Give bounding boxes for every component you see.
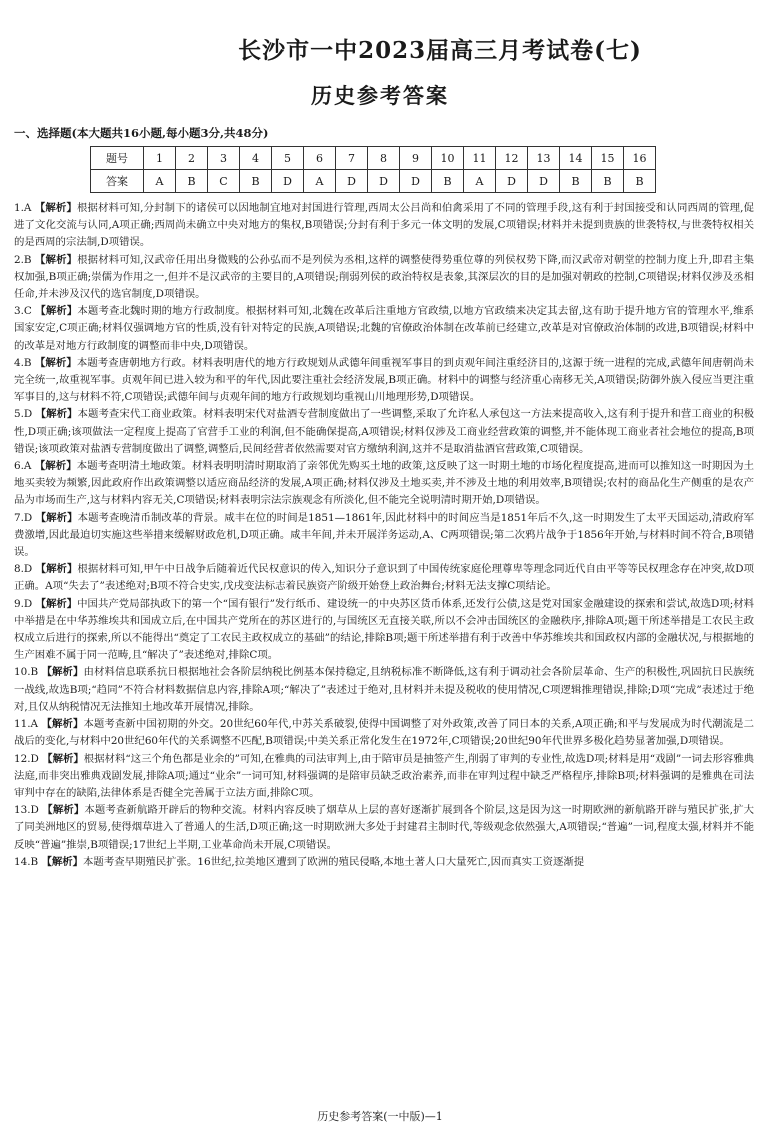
- answer-table: [90, 146, 656, 193]
- answer-row: [91, 170, 656, 193]
- item-number: 11.A: [14, 718, 39, 731]
- explanation-item: [14, 406, 754, 458]
- answer-cell: B: [560, 170, 592, 193]
- item-text: 根据材料可知,汉武帝任用出身微贱的公孙弘而不是列侯为丞相,这样的调整使得势重位尊的列侯权势下降,而汉武帝对朝堂的控制力度上升,即君主集权加强,B项正确;崇儒为作用之一,但并不是汉武帝的主要目的,A项错误;削弱列侯的政治特权是表象,其深层次的目的是加强对朝政的控制,C项错误;材料仅涉及丞相任命,并未涉及汉代的选官制度,D项错误。: [14, 253, 755, 301]
- question-number-cell: 13: [528, 147, 560, 170]
- question-number-cell: 2: [176, 147, 208, 170]
- explanation-item: [14, 458, 754, 510]
- item-text: 根据材料可知,分封制下的诸侯可以因地制宜地对封国进行管理,西周太公吕尚和伯禽采用了不同的管理手段,这有利于封国接受和认同西周的管理,促进了文化交流与认同,A项正确;西周尚未确立中央对地方的集权,B项错误;分封有利于多元一体文明的发展,C项错误;材料并未提到贵族的世袭特权,与世袭特权相关的是西周的宗法制,D项错误。: [14, 202, 754, 249]
- item-text: 本题考查明清土地政策。材料表明明清时期取消了亲邻优先购买土地的政策,这反映了这一时期土地的市场化程度提高,进而可以推知这一时期因为土地买卖较为频繁,因此政府作出政策调整以适应商品经济的发展,A项正确;材料仅涉及土地买卖,并不涉及土地的利用效率,B项错误;农村的商品化生产侧重的是农产品为市场而生产,这与材料内容无关,C项错误;材料表明宗法宗族观念有所淡化,但不能完全说明清时期开始,D项错误。: [14, 460, 754, 507]
- item-number: 4.B: [14, 356, 32, 369]
- question-number-cell: 8: [368, 147, 400, 170]
- explanation-item: [14, 252, 754, 304]
- question-number-cell: 16: [624, 147, 656, 170]
- explanation-item: [14, 716, 754, 750]
- explanation-item: [14, 802, 754, 854]
- item-text: 由材料信息联系抗日根据地社会各阶层纳税比例基本保持稳定,且纳税标准不断降低,这有利于调动社会各阶层革命、生产的积极性,巩固抗日民族统一战线,故选B项;“趋同”不符合材料数据信息内容,排除A项;“解决了”表述过于绝对,且材料并未提及税收的使用情况,C项逻辑推理错误,排除;D项“完成”表述过于绝对,且仅从纳税情况无法推知土地改革开展情况,排除。: [14, 666, 755, 713]
- question-number-cell: 14: [560, 147, 592, 170]
- analysis-label: 【解析】: [35, 563, 78, 576]
- question-number-cell: 7: [336, 147, 368, 170]
- answer-cell: A: [144, 170, 176, 193]
- item-number: 8.D: [14, 563, 33, 576]
- explanation-list: [14, 200, 754, 871]
- item-text: 本题考查晚清币制改革的背景。咸丰在位的时间是1851—1861年,因此材料中的时间应当是1851年后不久,这一时期发生了太平天国运动,清政府军费激增,因此最迫切实施这些举措来缓解财政危机,D项正确。咸丰年间,并未开展洋务运动,A、C两项错误;第二次鸦片战争于1856年开始,与材料时间不符合,B项错误。: [14, 511, 755, 559]
- explanation-item: [14, 510, 754, 562]
- question-number-cell: 15: [592, 147, 624, 170]
- explanation-item: [14, 200, 754, 252]
- explanation-item: [14, 854, 754, 871]
- answer-cell: B: [624, 170, 656, 193]
- explanation-item: [14, 303, 754, 355]
- analysis-label: 【解析】: [34, 356, 77, 369]
- analysis-label: 【解析】: [34, 202, 77, 214]
- answer-cell: B: [432, 170, 464, 193]
- explanation-item: [14, 355, 754, 407]
- question-number-cell: 1: [144, 147, 176, 170]
- question-number-cell: 3: [208, 147, 240, 170]
- question-number-cell: 11: [464, 147, 496, 170]
- question-number-cell: 4: [240, 147, 272, 170]
- analysis-label: 【解析】: [35, 408, 78, 421]
- question-number-cell: 9: [400, 147, 432, 170]
- item-number: 13.D: [14, 804, 39, 817]
- page-footer: 历史参考答案(一中版)—1: [317, 1110, 443, 1123]
- answer-cell: D: [400, 170, 432, 193]
- item-number: 5.D: [14, 408, 33, 421]
- answer-cell: D: [272, 170, 304, 193]
- item-text: 中国共产党局部执政下的第一个“国有银行”发行纸币、建设统一的中央苏区货币体系,还发行公债,这是党对国家金融建设的探索和尝试,故选D项;材料中举措是在中华苏维埃共和国成立后,在中国共产党所在的苏区进行的,与国统区无直接关联,所以不会冲击国统区的金融秩序,排除A项;题干所述举措是工农民主政权成立后进行的探索,所以不能得出“奠定了工农民主政权成立的基础”的结论,排除B项;题干所述举措有利于改善中华苏维埃共和国政权内部的金融状况,与根据地的生产困难不属于同一范畴,且“解决了”表述绝对,排除C项。: [14, 597, 755, 662]
- answer-cell: D: [496, 170, 528, 193]
- analysis-label: 【解析】: [42, 752, 84, 765]
- item-number: 7.D: [14, 511, 33, 524]
- question-number-cell: 12: [496, 147, 528, 170]
- answer-cell: B: [240, 170, 272, 193]
- item-text: 本题考查早期殖民扩张。16世纪,拉美地区遭到了欧洲的殖民侵略,本地土著人口大量死亡,因而真实工资逐渐提: [83, 855, 585, 868]
- question-number-cell: 5: [272, 147, 304, 170]
- item-text: 本题考查唐朝地方行政。材料表明唐代的地方行政规划从武德年间重视军事目的到贞观年间注重经济目的,这源于统一进程的完成,武德年间唐朝尚未完全统一,故重视军事。贞观年间已进入较为和平的年代,因此要注重社会经济发展,B项正确。材料中的调整与经济重心南移无关,A项错误;防御外族入侵应当更注重军事目的,这与材料不符,C项错误;武德年间与贞观年间的地方行政规划均重视山川地理形势,D项错误。: [14, 356, 754, 404]
- analysis-label: 【解析】: [34, 460, 77, 473]
- item-number: 12.D: [14, 752, 39, 765]
- question-number-row: [91, 147, 656, 170]
- question-number-header: 题号: [91, 147, 144, 170]
- question-number-cell: 6: [304, 147, 336, 170]
- item-text: 根据材料“这三个角色都是业余的”可知,在雅典的司法审判上,由于陪审员是抽签产生,削弱了审判的专业性,故选D项;材料是用“戏剧”一词去形容雅典法庭,而非突出雅典戏剧发展,排除A项;通过“业余”一词可知,材料强调的是陪审员缺乏政治素养,而非在审判过程中缺乏严格程序,排除B项;材料强调的是雅典在司法审判中存在的缺陷,法律体系是否健全完善属于立法方面,排除C项。: [14, 752, 754, 799]
- answer-cell: D: [528, 170, 560, 193]
- analysis-label: 【解析】: [41, 855, 84, 868]
- item-number: 6.A: [14, 460, 32, 473]
- analysis-label: 【解析】: [35, 253, 78, 266]
- item-number: 9.D: [14, 597, 33, 610]
- item-number: 3.C: [14, 305, 32, 318]
- item-number: 14.B: [14, 855, 39, 868]
- section-heading: 一、选择题(本大题共16小题,每小题3分,共48分): [14, 126, 269, 140]
- answer-cell: A: [464, 170, 496, 193]
- answer-cell: A: [304, 170, 336, 193]
- item-text: 本题考查新航路开辟后的物种交流。材料内容反映了烟草从上层的喜好逐渐扩展到各个阶层,这是因为这一时期欧洲的新航路开辟与殖民扩张,扩大了同美洲地区的贸易,使得烟草进入了普通人的生活,D项正确;这一时期欧洲大多处于封建君主制时代,等级观念依然强大,A项错误;“普遍”一词,程度太强,材料并不能反映“普遍”推崇,B项错误;17世纪上半期,工业革命尚未开展,C项错误。: [14, 804, 754, 851]
- explanation-item: [14, 561, 754, 595]
- explanation-item: [14, 664, 754, 716]
- analysis-label: 【解析】: [41, 718, 84, 731]
- answer-cell: B: [176, 170, 208, 193]
- item-number: 10.B: [14, 666, 39, 679]
- answer-header: 答案: [91, 170, 144, 193]
- item-number: 1.A: [14, 202, 32, 214]
- question-number-cell: 10: [432, 147, 464, 170]
- answer-cell: B: [592, 170, 624, 193]
- item-text: 根据材料可知,甲午中日战争后随着近代民权意识的传入,知识分子意识到了中国传统家庭伦理尊卑等理念同近代自由平等等民权理念存在冲突,故D项正确。A项“失去了”表述绝对;B项不符合史实,戊戌变法标志着民族资产阶级开始登上政治舞台;材料无法支撑C项结论。: [14, 563, 755, 593]
- analysis-label: 【解析】: [42, 804, 85, 817]
- analysis-label: 【解析】: [35, 305, 78, 318]
- answer-cell: D: [368, 170, 400, 193]
- analysis-label: 【解析】: [35, 597, 78, 610]
- analysis-label: 【解析】: [41, 666, 84, 679]
- page-subtitle: 历史参考答案: [311, 83, 449, 108]
- item-text: 本题考查北魏时期的地方行政制度。根据材料可知,北魏在改革后注重地方官政绩,以地方官政绩来决定其去留,这有助于提升地方官的管理水平,维系国家安定,C项正确;材料仅强调地方官的性质,没有针对特定的民族,A项错误;北魏的官僚政治体制在改革前已经建立,改革是对官僚政治体制的改进,B项错误;材料中的改革是对地方行政制度的调整而非中央,D项错误。: [14, 305, 754, 352]
- item-text: 本题考查新中国初期的外交。20世纪60年代,中苏关系破裂,使得中国调整了对外政策,改善了同日本的关系,A项正确;和平与发展成为时代潮流是二战后的变化,与材料中20世纪60年代的关系调整不匹配,B项错误;中美关系正常化发生在1972年,C项错误;20世纪90年代世界多极化趋势显著加强,D项错误。: [14, 718, 755, 748]
- analysis-label: 【解析】: [35, 511, 78, 524]
- explanation-item: [14, 751, 754, 803]
- page-title: 长沙市一中2023届高三月考试卷(七): [238, 37, 642, 64]
- answer-cell: D: [336, 170, 368, 193]
- item-text: 本题考查宋代工商业政策。材料表明宋代对盐酒专营制度做出了一些调整,采取了允许私人承包这一方法来提高收入,这有利于提升和营工商业的积极性,D项正确;该项做法一定程度上提高了官营手工业的利润,但不能确保提高,A项错误;材料仅涉及工商业经营政策的调整,并不能体现工商业者社会地位的提高,B项错误;该项政策对盐酒专营制度做出了调整,调整后,民间经营者依然需要对官方缴纳利润,这并不是取消盐酒官营政策,C项错误。: [14, 408, 755, 455]
- answer-cell: C: [208, 170, 240, 193]
- item-number: 2.B: [14, 253, 32, 266]
- explanation-item: [14, 596, 754, 665]
